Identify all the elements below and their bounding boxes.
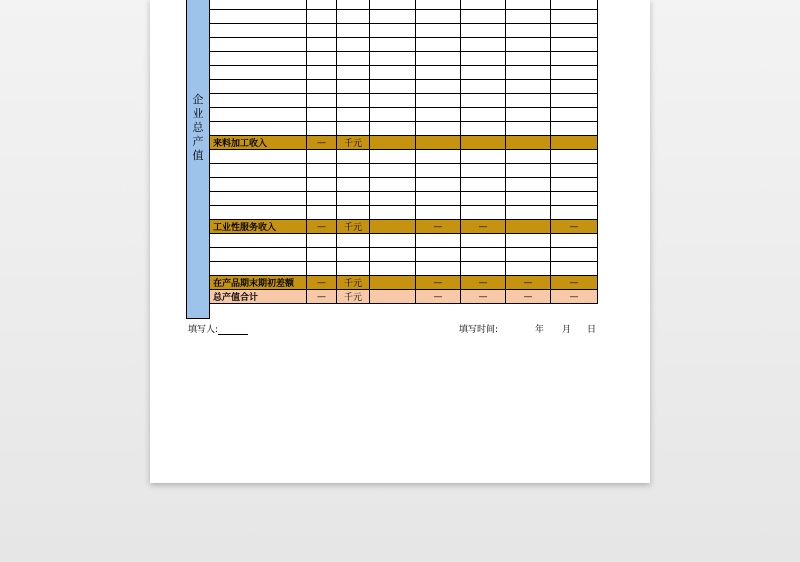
section-row <box>210 220 598 234</box>
table-cell[interactable] <box>506 80 551 93</box>
table-row <box>210 192 598 206</box>
table-cell[interactable] <box>506 38 551 51</box>
table-cell: — <box>551 276 598 289</box>
table-cell[interactable] <box>461 206 506 219</box>
table-cell[interactable] <box>461 248 506 261</box>
table-cell[interactable] <box>551 108 598 121</box>
table-cell[interactable] <box>307 94 337 107</box>
table-cell[interactable] <box>370 262 416 275</box>
table-row <box>210 164 598 178</box>
row-label-cell[interactable] <box>210 10 307 23</box>
table-cell[interactable] <box>416 66 461 79</box>
table-cell[interactable] <box>370 206 416 219</box>
row-label-cell[interactable] <box>210 80 307 93</box>
table-cell[interactable] <box>416 52 461 65</box>
section-row <box>210 276 598 290</box>
row-label-cell[interactable] <box>210 150 307 163</box>
table-cell[interactable] <box>370 192 416 205</box>
table-cell[interactable] <box>307 122 337 135</box>
table-cell[interactable] <box>551 80 598 93</box>
row-label-cell[interactable] <box>210 234 307 247</box>
table-cell[interactable] <box>337 234 370 247</box>
table-cell[interactable] <box>551 10 598 23</box>
table-cell[interactable] <box>370 80 416 93</box>
row-label-cell: 在产品期末期初差额 <box>210 276 307 289</box>
table-cell[interactable] <box>506 94 551 107</box>
table-row <box>210 262 598 276</box>
table-cell[interactable] <box>337 262 370 275</box>
table-cell[interactable] <box>370 248 416 261</box>
table-row <box>210 206 598 220</box>
table-cell[interactable] <box>551 94 598 107</box>
table-cell[interactable] <box>307 150 337 163</box>
row-label-cell[interactable] <box>210 122 307 135</box>
table-cell[interactable] <box>416 10 461 23</box>
filler-field <box>188 322 248 335</box>
table-cell[interactable] <box>307 178 337 191</box>
table-cell[interactable] <box>370 234 416 247</box>
table-cell[interactable] <box>551 122 598 135</box>
table-cell: — <box>461 290 506 303</box>
table-cell[interactable] <box>307 164 337 177</box>
table-cell[interactable] <box>416 94 461 107</box>
table-row <box>210 38 598 52</box>
filler-signature-line[interactable] <box>218 326 248 335</box>
table-cell[interactable] <box>370 108 416 121</box>
table-row <box>210 10 598 24</box>
table-cell[interactable] <box>551 234 598 247</box>
table-cell[interactable] <box>337 38 370 51</box>
table-cell[interactable] <box>551 52 598 65</box>
table-row <box>210 122 598 136</box>
section-row <box>210 136 598 150</box>
table-cell[interactable] <box>551 206 598 219</box>
table-cell[interactable] <box>370 66 416 79</box>
table-cell[interactable] <box>506 52 551 65</box>
row-label-cell: 工业性服务收入 <box>210 220 307 233</box>
table-cell[interactable] <box>551 38 598 51</box>
row-label-cell[interactable] <box>210 262 307 275</box>
table-cell[interactable] <box>416 38 461 51</box>
date-label: 填写时间: <box>459 325 499 335</box>
row-label-cell[interactable] <box>210 164 307 177</box>
table-cell[interactable] <box>307 66 337 79</box>
table-cell[interactable] <box>461 178 506 191</box>
table-cell: — <box>506 276 551 289</box>
row-label-cell[interactable] <box>210 38 307 51</box>
table-cell[interactable] <box>416 234 461 247</box>
row-label-cell[interactable] <box>210 192 307 205</box>
table-row <box>210 94 598 108</box>
side-label-char: 值 <box>192 149 204 162</box>
table-cell[interactable] <box>506 248 551 261</box>
day-label: 日 <box>587 325 597 335</box>
table-cell[interactable] <box>416 108 461 121</box>
table-cell[interactable] <box>337 178 370 191</box>
table-cell[interactable] <box>506 122 551 135</box>
table-cell <box>370 136 416 149</box>
row-label-cell[interactable] <box>210 24 307 37</box>
output-table <box>210 0 598 319</box>
table-row <box>210 0 598 10</box>
table-cell[interactable] <box>416 206 461 219</box>
table-cell[interactable] <box>370 0 416 9</box>
side-label-char: 产 <box>192 135 204 148</box>
table-cell[interactable] <box>337 24 370 37</box>
table-cell <box>461 136 506 149</box>
table-cell[interactable] <box>506 234 551 247</box>
table-cell[interactable] <box>416 164 461 177</box>
table-cell[interactable] <box>461 10 506 23</box>
table-row <box>210 80 598 94</box>
row-label-cell[interactable] <box>210 66 307 79</box>
table-cell[interactable] <box>337 10 370 23</box>
table-cell[interactable] <box>506 0 551 9</box>
row-label-cell[interactable] <box>210 206 307 219</box>
table-cell[interactable] <box>307 108 337 121</box>
table-cell[interactable] <box>337 164 370 177</box>
table-cell[interactable] <box>461 24 506 37</box>
table-cell[interactable] <box>506 178 551 191</box>
table-cell[interactable] <box>461 150 506 163</box>
table-cell[interactable] <box>307 24 337 37</box>
table-cell[interactable] <box>506 108 551 121</box>
table-cell: — <box>551 220 598 233</box>
table-cell[interactable] <box>307 10 337 23</box>
table-cell[interactable] <box>551 164 598 177</box>
table-cell[interactable] <box>307 38 337 51</box>
table-cell <box>370 220 416 233</box>
table-cell[interactable] <box>506 24 551 37</box>
table-cell[interactable] <box>461 38 506 51</box>
table-cell[interactable] <box>461 0 506 9</box>
table-cell[interactable] <box>337 122 370 135</box>
table-row <box>210 52 598 66</box>
table-cell[interactable] <box>337 108 370 121</box>
row-label-cell[interactable] <box>210 108 307 121</box>
table-cell: — <box>307 290 337 303</box>
table-cell[interactable] <box>506 192 551 205</box>
table-cell[interactable] <box>461 234 506 247</box>
side-label-char: 业 <box>192 107 204 120</box>
table-cell: — <box>416 276 461 289</box>
table-cell[interactable] <box>370 164 416 177</box>
table-cell[interactable] <box>307 52 337 65</box>
month-label: 月 <box>562 325 572 335</box>
table-cell: — <box>307 220 337 233</box>
table-cell[interactable] <box>307 234 337 247</box>
table-cell[interactable] <box>370 38 416 51</box>
table-cell: 千元 <box>337 290 370 303</box>
table-row <box>210 150 598 164</box>
table-cell[interactable] <box>461 66 506 79</box>
table-cell[interactable] <box>337 66 370 79</box>
table-row <box>210 248 598 262</box>
table-cell <box>370 290 416 303</box>
table-cell: — <box>307 136 337 149</box>
table-cell: — <box>416 290 461 303</box>
table-cell[interactable] <box>307 192 337 205</box>
table-cell[interactable] <box>551 0 598 9</box>
table-cell[interactable] <box>461 122 506 135</box>
table-cell[interactable] <box>337 80 370 93</box>
table-cell[interactable] <box>551 24 598 37</box>
table-cell[interactable] <box>416 262 461 275</box>
table-cell: — <box>461 276 506 289</box>
table-cell: — <box>506 290 551 303</box>
row-label-cell[interactable] <box>210 0 307 9</box>
table-cell[interactable] <box>506 66 551 79</box>
table-cell[interactable] <box>307 206 337 219</box>
table-cell[interactable] <box>416 150 461 163</box>
table-cell[interactable] <box>337 52 370 65</box>
table-cell[interactable] <box>307 262 337 275</box>
table-cell: 千元 <box>337 220 370 233</box>
table-cell[interactable] <box>506 206 551 219</box>
table-cell[interactable] <box>337 150 370 163</box>
side-label-char: 企 <box>192 93 204 106</box>
table-cell: — <box>461 220 506 233</box>
table-cell[interactable] <box>416 0 461 9</box>
table-cell[interactable] <box>416 122 461 135</box>
table-cell[interactable] <box>370 94 416 107</box>
total-row <box>210 290 598 304</box>
table-row <box>210 108 598 122</box>
table-cell <box>416 136 461 149</box>
table-cell[interactable] <box>506 150 551 163</box>
table-cell[interactable] <box>307 80 337 93</box>
table-cell[interactable] <box>461 108 506 121</box>
row-label-cell: 来料加工收入 <box>210 136 307 149</box>
table-cell[interactable] <box>506 10 551 23</box>
table-cell[interactable] <box>461 192 506 205</box>
table-cell[interactable] <box>506 262 551 275</box>
table-cell[interactable] <box>551 66 598 79</box>
table-cell[interactable] <box>551 192 598 205</box>
table-cell[interactable] <box>307 248 337 261</box>
table-cell[interactable] <box>416 24 461 37</box>
table-cell[interactable] <box>551 178 598 191</box>
row-label-cell: 总产值合计 <box>210 290 307 303</box>
table-cell: — <box>307 276 337 289</box>
table-cell[interactable] <box>370 178 416 191</box>
table-cell[interactable] <box>506 164 551 177</box>
table-cell[interactable] <box>416 178 461 191</box>
table-cell[interactable] <box>461 262 506 275</box>
table-cell: 千元 <box>337 276 370 289</box>
row-label-cell[interactable] <box>210 94 307 107</box>
year-label: 年 <box>535 325 545 335</box>
table-cell: — <box>416 220 461 233</box>
table-row <box>210 24 598 38</box>
table-cell[interactable] <box>337 94 370 107</box>
table-cell[interactable] <box>416 192 461 205</box>
table-cell[interactable] <box>337 0 370 9</box>
table-cell[interactable] <box>461 94 506 107</box>
table-cell[interactable] <box>461 52 506 65</box>
table-cell[interactable] <box>551 150 598 163</box>
table-cell <box>506 136 551 149</box>
row-label-cell[interactable] <box>210 248 307 261</box>
table-row <box>210 178 598 192</box>
row-label-cell[interactable] <box>210 52 307 65</box>
table-cell[interactable] <box>337 248 370 261</box>
side-label-char: 总 <box>192 121 204 134</box>
table-cell[interactable] <box>370 24 416 37</box>
table-cell[interactable] <box>416 248 461 261</box>
table-cell: — <box>551 290 598 303</box>
table-cell[interactable] <box>461 164 506 177</box>
table-cell[interactable] <box>337 192 370 205</box>
table-cell <box>370 276 416 289</box>
table-cell <box>506 220 551 233</box>
enterprise-output-label <box>186 0 210 319</box>
table-cell[interactable] <box>307 0 337 9</box>
table-cell[interactable] <box>461 80 506 93</box>
table-cell <box>551 136 598 149</box>
table-row <box>210 234 598 248</box>
table-cell[interactable] <box>370 10 416 23</box>
table-cell[interactable] <box>370 52 416 65</box>
filler-label: 填写人: <box>188 325 219 335</box>
table-cell[interactable] <box>551 248 598 261</box>
table-cell[interactable] <box>416 80 461 93</box>
row-label-cell[interactable] <box>210 178 307 191</box>
table-cell[interactable] <box>337 206 370 219</box>
table-cell[interactable] <box>370 122 416 135</box>
table-cell: 千元 <box>337 136 370 149</box>
table-cell[interactable] <box>551 262 598 275</box>
table-cell[interactable] <box>370 150 416 163</box>
table-row <box>210 66 598 80</box>
